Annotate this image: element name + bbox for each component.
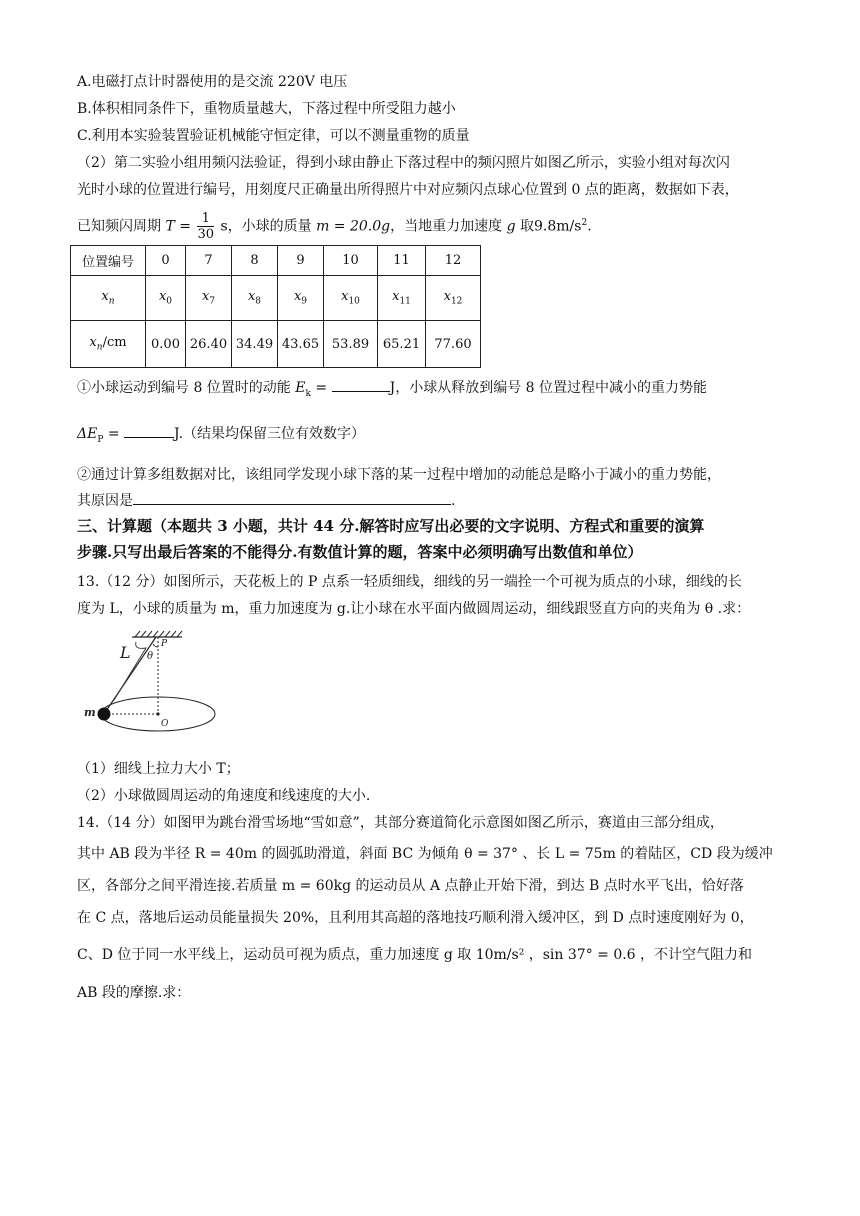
table-cell	[232, 276, 278, 321]
subscript: 10	[348, 296, 360, 307]
table-cell: 26.40	[186, 321, 232, 368]
table-cell: 65.21	[378, 321, 426, 368]
table-label-cell	[71, 276, 146, 321]
text-gravity-prefix: ，当地重力加速度	[390, 218, 503, 235]
fraction-numerator: 1	[197, 211, 214, 227]
data-table	[70, 245, 481, 368]
q2-prefix: 其原因是	[77, 493, 133, 509]
table-cell	[378, 276, 426, 321]
gravity-exponent: 2	[581, 218, 588, 228]
subscript: 0	[166, 296, 173, 307]
var-x: x	[158, 289, 167, 305]
table-row	[71, 276, 481, 321]
p14-line6: AB 段的摩擦.求：	[77, 985, 191, 1001]
option-b: B.体积相同条件下，重物质量越大，下落过程中所受阻力越小	[77, 101, 456, 117]
table-header-cell: 位置编号	[71, 246, 146, 276]
table-header-cell: 10	[324, 246, 378, 276]
sub-k: k	[305, 388, 311, 399]
p14-line2: 其中 AB 段为半径 R = 40m 的圆弧助滑道，斜面 BC 为倾角 θ = 37° 、长 L = 75m 的着陆区，CD 段为缓冲	[77, 846, 773, 862]
equals-sign: =	[107, 426, 120, 442]
p13-sub1: （1）细线上拉力大小 T；	[77, 761, 240, 777]
table-cell	[324, 276, 378, 321]
q1-line1	[77, 377, 707, 404]
var-g: g	[506, 218, 516, 235]
p13-line2: 度为 L，小球的质量为 m，重力加速度为 g.让小球在水平面内做圆周运动，细线跟竖直方向的夹角为 θ .求：	[77, 601, 751, 617]
table-cell: 77.60	[426, 321, 481, 368]
fraction-period	[197, 211, 214, 242]
answer-blank-ek[interactable]	[332, 377, 390, 392]
label-O: O	[161, 719, 169, 729]
equals-sign: =	[315, 380, 328, 396]
part2-line3	[77, 206, 592, 244]
subscript: 11	[399, 296, 411, 307]
period-end: .	[451, 493, 456, 509]
p14-line5: C、D 位于同一水平线上，运动员可视为质点，重力加速度 g 取 10m/s² ，sin 37° = 0.6 ，不计空气阻力和	[77, 947, 753, 963]
text-take: 取	[520, 218, 534, 235]
label-P: P	[161, 639, 168, 649]
table-header-cell: 8	[232, 246, 278, 276]
var-x: x	[89, 335, 97, 351]
var-T: T	[165, 218, 175, 235]
unit-cm: /cm	[102, 335, 127, 351]
gravity-value: 9.8m/s	[534, 218, 582, 235]
var-x: x	[443, 289, 451, 305]
var-x: x	[293, 289, 302, 305]
label-theta: θ	[147, 651, 154, 662]
var-x: x	[247, 289, 256, 305]
var-Ek: E	[295, 380, 306, 396]
table-cell: 0.00	[146, 321, 186, 368]
subscript: 9	[301, 296, 308, 307]
sub-n: n	[108, 296, 115, 307]
table-row	[71, 321, 481, 368]
text-period-prefix: 已知频闪周期	[77, 218, 161, 235]
q1-mid: J，小球从释放到编号 8 位置过程中减小的重力势能	[389, 380, 708, 396]
sub-n: n	[96, 342, 103, 353]
unit-seconds: s	[220, 218, 228, 235]
label-L: L	[120, 643, 131, 662]
table-header-cell: 0	[146, 246, 186, 276]
pendulum-figure	[80, 628, 230, 740]
table-cell: 53.89	[324, 321, 378, 368]
table-header-cell: 12	[426, 246, 481, 276]
section3-heading-line2: 步骤.只写出最后答案的不能得分.有数值计算的题，答案中必须明确写出数值和单位）	[77, 543, 643, 561]
p13-sub2: （2）小球做圆周运动的角速度和线速度的大小.	[77, 788, 371, 804]
label-m: m	[84, 706, 96, 719]
table-header-cell: 11	[378, 246, 426, 276]
part2-line1: （2）第二实验小组用频闪法验证，得到小球由静止下落过程中的频闪照片如图乙所示，实验小组对每次闪	[77, 155, 730, 171]
table-cell: 43.65	[278, 321, 324, 368]
p14-line1: 14.（14 分）如图甲为跳台滑雪场地“雪如意”，其部分赛道简化示意图如图乙所示，赛道由三部分组成，	[77, 815, 724, 831]
p14-line4: 在 C 点，落地后运动员能量损失 20%，且利用其高超的落地技巧顺利滑入缓冲区，到 D 点时速度刚好为 0，	[77, 910, 754, 926]
table-header-cell: 9	[278, 246, 324, 276]
q2-line2	[77, 490, 455, 511]
table-header-cell: 7	[186, 246, 232, 276]
table-cell	[278, 276, 324, 321]
p14-line3: 区，各部分之间平滑连接.若质量 m = 60kg 的运动员从 A 点静止开始下滑，到达 B 点时水平飞出，恰好落	[77, 878, 744, 894]
section3-heading-line1: 三、计算题（本题共 3 小题，共计 44 分.解答时应写出必要的文字说明、方程式和重要的演算	[77, 517, 705, 535]
answer-blank-ep[interactable]	[124, 423, 174, 438]
table-cell: 34.49	[232, 321, 278, 368]
equals-sign: =	[179, 218, 191, 235]
sub-p: P	[97, 434, 104, 445]
text-mass-prefix: ，小球的质量	[227, 218, 312, 235]
answer-blank-reason[interactable]	[133, 490, 451, 505]
subscript: 7	[209, 296, 216, 307]
option-c: C.利用本实验装置验证机械能守恒定律，可以不测量重物的质量	[77, 128, 470, 144]
subscript: 12	[450, 296, 463, 307]
var-x: x	[101, 289, 109, 305]
table-cell	[146, 276, 186, 321]
var-x: x	[392, 289, 400, 305]
period-end: .	[587, 218, 592, 235]
table-cell	[186, 276, 232, 321]
mass-expression: m = 20.0g	[316, 218, 391, 235]
option-a: A.电磁打点计时器使用的是交流 220V 电压	[77, 74, 348, 90]
table-row	[71, 246, 481, 276]
table-cell	[426, 276, 481, 321]
var-delta-Ep: ΔE	[77, 426, 98, 442]
table-label-cell	[71, 321, 146, 368]
p13-line1: 13.（12 分）如图所示，天花板上的 P 点系一轻质细线，细线的另一端拴一个可视为质点的小球，细线的长	[77, 574, 742, 590]
q1-line2	[77, 423, 365, 450]
fraction-denominator: 30	[197, 227, 214, 243]
subscript: 8	[255, 296, 262, 307]
var-x: x	[201, 289, 210, 305]
var-x: x	[341, 289, 349, 305]
q1-end: J.（结果均保留三位有效数字）	[174, 426, 366, 442]
q2-line1: ②通过计算多组数据对比，该组同学发现小球下落的某一过程中增加的动能总是略小于减小的重力势能，	[77, 467, 721, 483]
q1-prefix: ①小球运动到编号 8 位置时的动能	[77, 380, 291, 396]
part2-line2: 光时小球的位置进行编号，用刻度尺正确量出所得照片中对应频闪点球心位置到 0 点的距离，数据如下表，	[77, 182, 739, 198]
